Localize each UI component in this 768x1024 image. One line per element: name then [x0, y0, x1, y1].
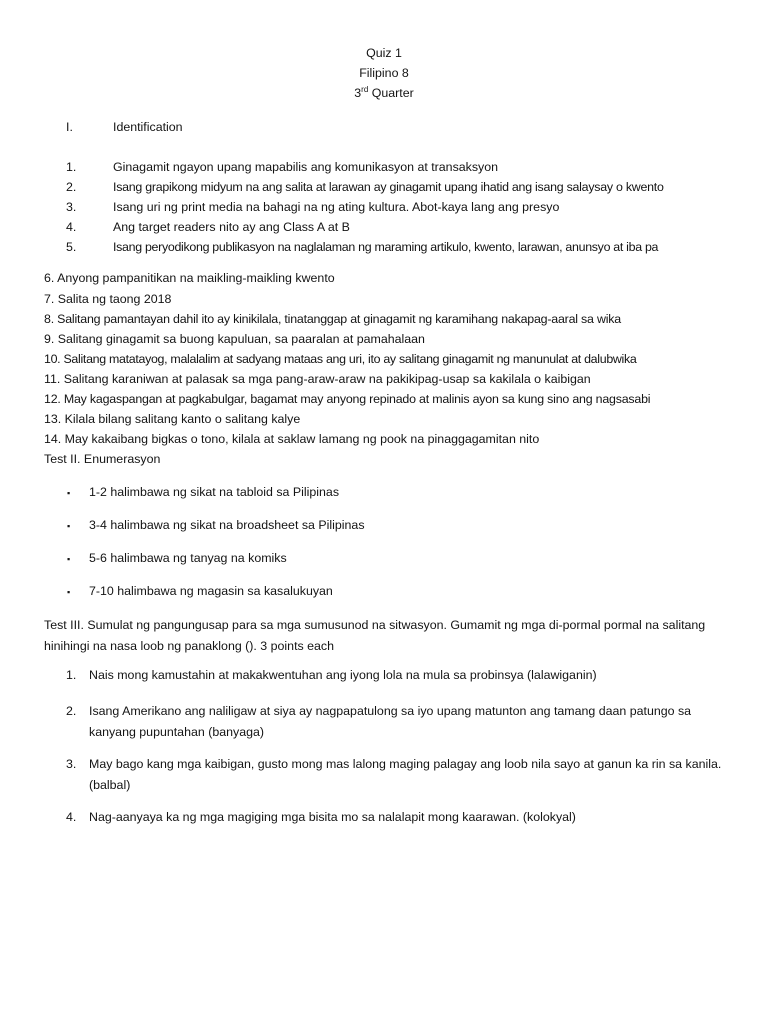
item-number: 5. [66, 240, 77, 254]
quiz-title: Quiz 1 [366, 46, 402, 60]
enumeration-item: 3-4 halimbawa ng sikat na broadsheet sa Pilipinas [89, 518, 365, 532]
enumeration-item: 7-10 halimbawa ng magasin sa kasalukuyan [89, 584, 333, 598]
identification-item-plain: 6. Anyong pampanitikan na maikling-maikling kwento [44, 271, 335, 285]
bullet-icon: ▪ [67, 488, 71, 498]
identification-item-plain: 12. May kagaspangan at pagkabulgar, bagamat may anyong repinado at malinis ayon sa kung sino ang nagsasabi [44, 392, 651, 406]
item-number: 4. [66, 220, 77, 234]
item-number: 2. [66, 704, 77, 718]
identification-item-plain: 9. Salitang ginagamit sa buong kapuluan, sa paaralan at pamahalaan [44, 332, 425, 346]
identification-item-plain: 14. May kakaibang bigkas o tono, kilala at saklaw lamang ng pook na pinaggagamitan nito [44, 432, 540, 446]
enumeration-heading: Test II. Enumerasyon [44, 452, 161, 466]
quarter-number: 3 [354, 86, 362, 100]
identification-item: Isang peryodikong publikasyon na naglalaman ng maraming artikulo, kwento, larawan, anunsyo at iba pa [113, 240, 659, 254]
enumeration-item: 5-6 halimbawa ng tanyag na komiks [89, 551, 287, 565]
situation-instructions: Test III. Sumulat ng pangungusap para sa mga sumusunod na sitwasyon. Gumamit ng mga di-pormal pormal na salitang hinihingi na nasa loob ng panaklong (). 3 points each [44, 618, 706, 653]
item-number: 2. [66, 180, 77, 194]
bullet-icon: ▪ [67, 521, 71, 531]
identification-item: Isang grapikong midyum na ang salita at larawan ay ginagamit upang ihatid ang isang salaysay o kwento [113, 180, 664, 194]
bullet-icon: ▪ [67, 587, 71, 597]
quarter-title [0, 86, 768, 100]
identification-item: Ginagamit ngayon upang mapabilis ang komunikasyon at transaksyon [113, 160, 499, 174]
situation-item: Nais mong kamustahin at makakwentuhan ang iyong lola na mula sa probinsya (lalawiganin) [89, 668, 597, 682]
situation-item: Nag-aanyaya ka ng mga magiging mga bisita mo sa nalalapit mong kaarawan. (kolokyal) [89, 810, 576, 824]
subject-title: Filipino 8 [359, 66, 409, 80]
section-heading: Identification [113, 120, 183, 134]
identification-item-plain: 7. Salita ng taong 2018 [44, 292, 172, 306]
item-number: 1. [66, 160, 77, 174]
identification-item-plain: 13. Kilala bilang salitang kanto o salitang kalye [44, 412, 301, 426]
situation-item: May bago kang mga kaibigan, gusto mong mas lalong maging palagay ang loob nila sayo at ganun ka rin sa kanila. (balbal) [89, 757, 722, 792]
identification-item: Ang target readers nito ay ang Class A at B [113, 220, 350, 234]
identification-item-plain: 10. Salitang matatayog, malalalim at sadyang mataas ang uri, ito ay salitang ginagamit ng manunulat at dalubwika [44, 352, 637, 366]
item-number: 3. [66, 757, 77, 771]
situation-item: Isang Amerikano ang naliligaw at siya ay nagpapatulong sa iyo upang matunton ang tamang daan patungo sa kanyang pupuntahan (banyaga) [89, 704, 692, 739]
identification-item: Isang uri ng print media na bahagi na ng ating kultura. Abot-kaya lang ang presyo [113, 200, 560, 214]
quarter-word: Quarter [368, 86, 414, 100]
identification-item-plain: 8. Salitang pamantayan dahil ito ay kinikilala, tinatanggap at ginagamit ng karamihang nakapag-aaral sa wika [44, 312, 621, 326]
enumeration-item: 1-2 halimbawa ng sikat na tabloid sa Pilipinas [89, 485, 340, 499]
identification-item-plain: 11. Salitang karaniwan at palasak sa mga pang-araw-araw na pakikipag-usap sa kakilala o kaibigan [44, 372, 591, 386]
item-number: 1. [66, 668, 77, 682]
quarter-superscript: rd [361, 84, 369, 94]
bullet-icon: ▪ [67, 554, 71, 564]
item-number: 3. [66, 200, 77, 214]
item-number: 4. [66, 810, 77, 824]
section-roman-numeral: I. [66, 120, 73, 134]
